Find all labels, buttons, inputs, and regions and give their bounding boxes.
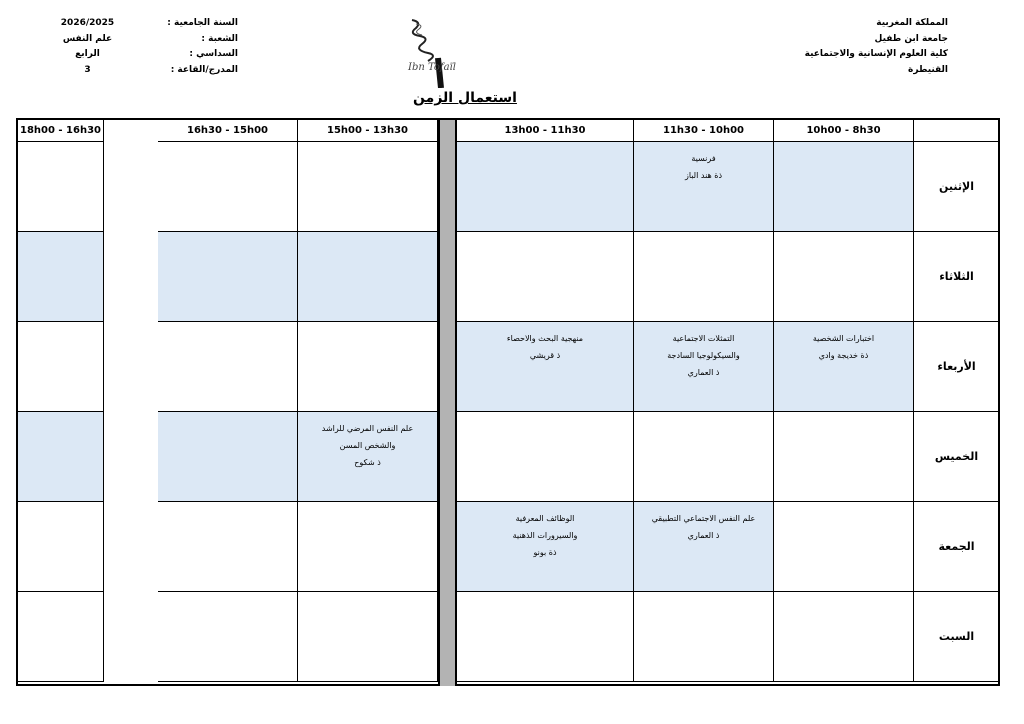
meta-label: السنة الجامعية : [167, 18, 238, 28]
schedule-cell [298, 502, 438, 592]
schedule-cell [298, 592, 438, 682]
meta-labels [158, 16, 238, 78]
institution-header [800, 16, 948, 78]
meta-value: علم النفس [62, 33, 113, 44]
schedule-cell [634, 322, 774, 412]
schedule-cell [457, 502, 634, 592]
course-line: ذ العماري [687, 531, 720, 540]
schedule-cell [634, 412, 774, 502]
schedule-cell [298, 142, 438, 232]
header-corner [914, 120, 1000, 142]
course-line: والشخص المسن [339, 441, 396, 450]
course-line: والسيرورات الذهنية [512, 531, 578, 540]
day-label: الخميس [914, 412, 1000, 502]
page-title: استعمال الزمن [413, 90, 517, 106]
meta-values [40, 16, 135, 78]
schedule-cell [457, 592, 634, 682]
meta-value: 2026/2025 [60, 18, 115, 28]
schedule-cell [158, 232, 298, 322]
course-line: التمثلات الاجتماعية [672, 334, 735, 343]
course-line: الوظائف المعرفية [515, 514, 575, 523]
schedule-cell [18, 232, 104, 322]
schedule-cell [298, 232, 438, 322]
course-line: ذ قريشي [529, 351, 561, 360]
meta-label: السداسي : [189, 49, 238, 59]
schedule-cell [634, 592, 774, 682]
schedule-cell [18, 142, 104, 232]
time-column-header: 15h00 - 13h30 [298, 120, 438, 142]
schedule-cell [457, 322, 634, 412]
institution-line: كلية العلوم الإنسانية والاجتماعية [804, 49, 948, 59]
schedule-cell [158, 412, 298, 502]
day-label: الإثنين [914, 142, 1000, 232]
meta-value: 3 [84, 64, 91, 75]
schedule-cell [158, 322, 298, 412]
course-line: فرنسية [691, 154, 716, 163]
course-line: اختبارات الشخصية [812, 334, 875, 343]
course-line: ذة هند الباز [684, 171, 723, 180]
course-line: ذ شكوح [354, 458, 381, 467]
course-line: والسيكولوجيا السادجة [667, 351, 740, 360]
schedule-cell [18, 592, 104, 682]
day-label: الجمعة [914, 502, 1000, 592]
day-label: الثلاثاء [914, 232, 1000, 322]
schedule-cell [457, 142, 634, 232]
course-line: ذة خديجة وادي [818, 351, 869, 360]
time-column-header: 11h30 - 10h00 [634, 120, 774, 142]
meta-value: الرابع [75, 49, 100, 59]
institution-line: المملكة المغربية [876, 18, 948, 28]
meta-label: الشعبة : [201, 33, 238, 44]
day-label: الأربعاء [914, 322, 1000, 412]
course-line: منهجية البحث والاحصاء [506, 334, 584, 343]
schedule-cell [774, 142, 914, 232]
schedule-cell [158, 502, 298, 592]
day-label: السبت [914, 592, 1000, 682]
time-column-header: 13h00 - 11h30 [457, 120, 634, 142]
time-column-header: 18h00 - 16h30 [18, 120, 104, 142]
schedule-cell [18, 412, 104, 502]
lunch-divider [438, 120, 457, 686]
schedule-cell [298, 412, 438, 502]
institution-line: القنيطرة [908, 64, 948, 75]
schedule-cell [158, 592, 298, 682]
schedule-cell [774, 502, 914, 592]
schedule-cell [18, 502, 104, 592]
schedule-cell [158, 142, 298, 232]
schedule-cell [457, 412, 634, 502]
schedule-cell [774, 592, 914, 682]
institution-line: جامعة ابن طفيل [874, 33, 948, 44]
course-line: علم النفس الاجتماعي التطبيقي [651, 514, 756, 523]
university-logo-icon [398, 14, 498, 88]
schedule-cell [774, 412, 914, 502]
schedule-cell [18, 322, 104, 412]
meta-label: المدرج/القاعة : [170, 64, 238, 75]
time-column-header: 10h00 - 8h30 [774, 120, 914, 142]
schedule-cell [774, 322, 914, 412]
timetable-grid [16, 118, 1000, 686]
schedule-cell [634, 142, 774, 232]
time-column-header: 16h30 - 15h00 [158, 120, 298, 142]
course-line: ذة بونو [533, 548, 557, 557]
schedule-cell [298, 322, 438, 412]
course-line: علم النفس المرضي للراشد [321, 424, 414, 433]
course-line: ذ العماري [687, 368, 720, 377]
schedule-cell [634, 232, 774, 322]
schedule-cell [634, 502, 774, 592]
schedule-cell [774, 232, 914, 322]
schedule-cell [457, 232, 634, 322]
logo-text: Ibn Tofaïl [408, 62, 456, 73]
